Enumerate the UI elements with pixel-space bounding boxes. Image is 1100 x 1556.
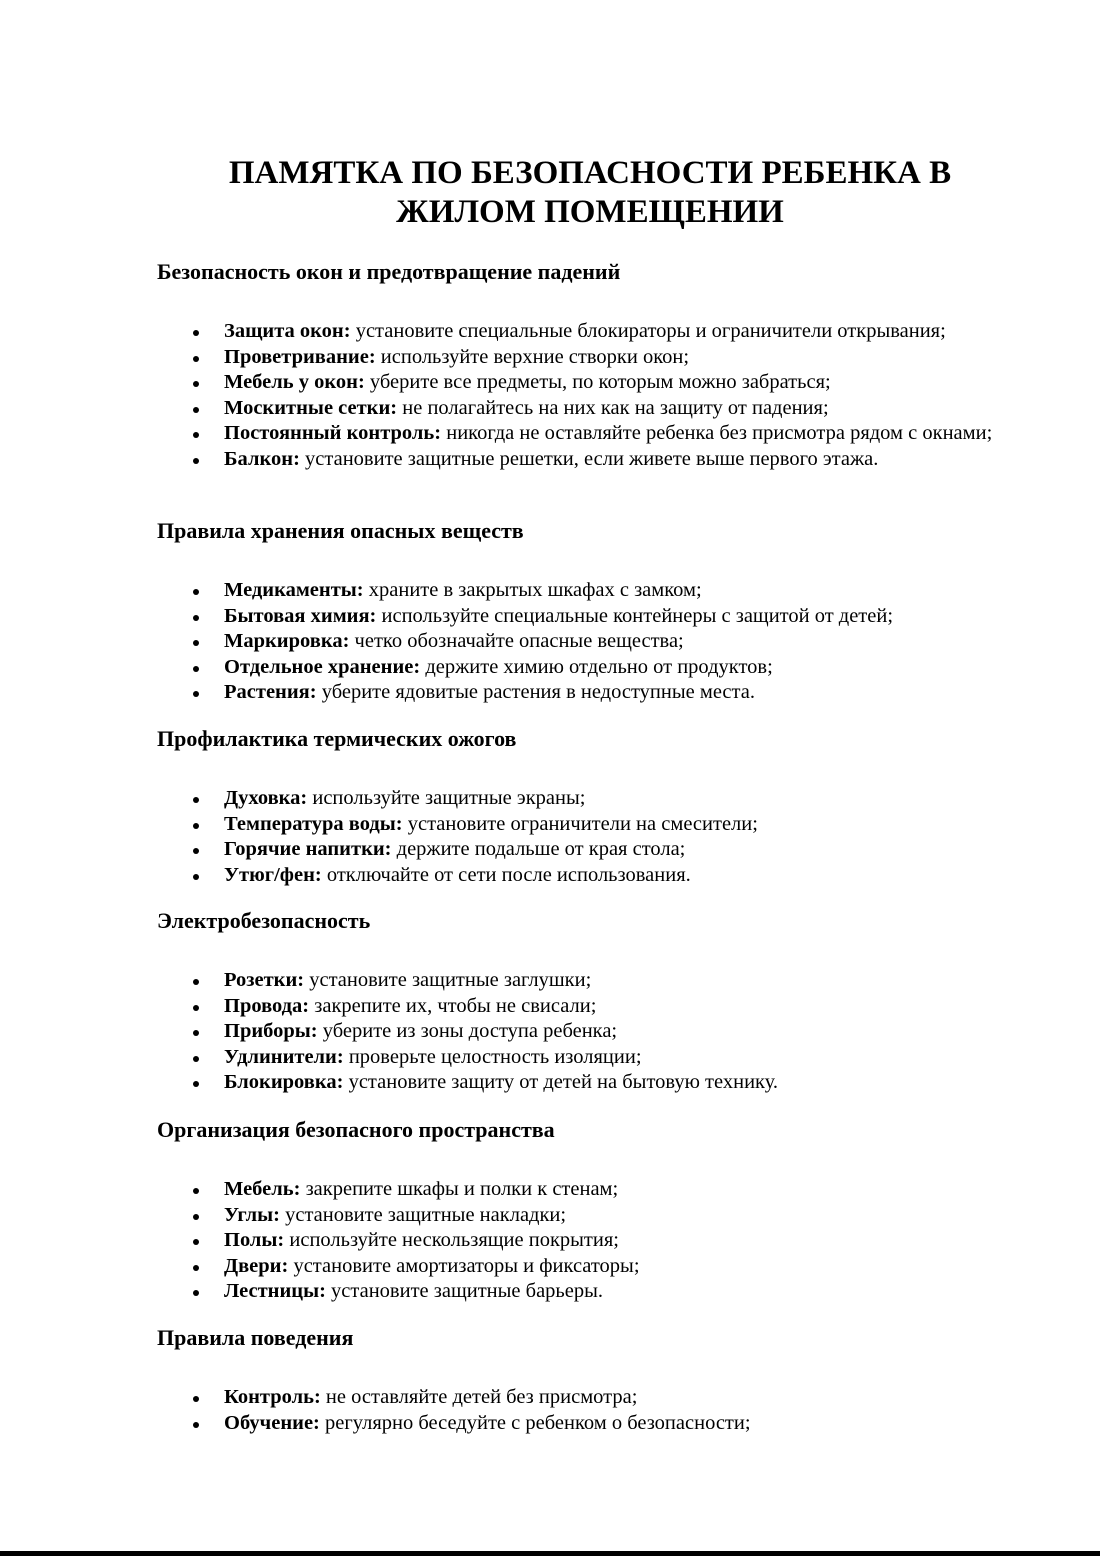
page-bottom-border <box>0 1551 1100 1556</box>
section-window-safety <box>157 259 1037 473</box>
bullet-list <box>157 319 1037 473</box>
bullet-icon <box>193 979 199 985</box>
list-item <box>157 680 1014 706</box>
bullet-icon <box>193 640 199 646</box>
list-item <box>157 786 1014 812</box>
item-term: Провода: <box>224 994 310 1017</box>
bullet-icon <box>193 1265 199 1271</box>
bullet-icon <box>193 1056 199 1062</box>
list-item <box>157 994 1014 1020</box>
bullet-list <box>157 786 1037 888</box>
bullet-icon <box>193 381 199 387</box>
bullet-icon <box>193 615 199 621</box>
section-electrical-safety <box>157 908 1037 1096</box>
bullet-list <box>157 1385 1037 1436</box>
list-item <box>157 1385 1014 1411</box>
list-item <box>157 396 1014 422</box>
item-term: Углы: <box>224 1203 280 1226</box>
bullet-icon <box>193 1214 199 1220</box>
bullet-icon <box>193 691 199 697</box>
item-term: Проветривание: <box>224 345 376 368</box>
item-text: установите защитные заглушки; <box>304 969 592 991</box>
item-text: четко обозначайте опасные вещества; <box>349 630 684 653</box>
section-burn-prevention <box>157 726 1037 888</box>
item-term: Мебель у окон: <box>224 371 365 394</box>
item-term: Лестницы: <box>224 1280 326 1303</box>
document-title <box>150 154 1030 232</box>
item-text: используйте нескользящие покрытия; <box>284 1229 619 1252</box>
item-text: установите защитные решетки, если живете выше первого этажа. <box>299 447 879 470</box>
bullet-icon <box>193 458 199 464</box>
item-text: установите специальные блокираторы и ограничители открывания; <box>350 320 946 342</box>
section-heading: Электробезопасность <box>157 908 371 933</box>
item-term: Постоянный контроль: <box>224 422 442 445</box>
list-item <box>157 421 1014 447</box>
section-heading: Безопасность окон и предотвращение падений <box>157 259 621 284</box>
bullet-icon <box>193 1290 199 1296</box>
bullet-icon <box>193 356 199 362</box>
item-text: используйте специальные контейнеры с защитой от детей; <box>376 604 894 627</box>
item-text: закрепите шкафы и полки к стенам; <box>300 1178 619 1200</box>
list-item <box>157 655 1014 681</box>
bullet-icon <box>193 1396 199 1402</box>
item-term: Удлинители: <box>224 1045 344 1068</box>
section-behavior-rules <box>157 1325 1037 1436</box>
bullet-list <box>157 1177 1037 1305</box>
item-text: установите защиту от детей на бытовую технику. <box>343 1071 779 1094</box>
section-heading: Профилактика термических ожогов <box>157 726 517 751</box>
document-title-line-1: ПАМЯТКА ПО БЕЗОПАСНОСТИ РЕБЕНКА В <box>228 155 952 191</box>
item-term: Бытовая химия: <box>224 604 377 627</box>
item-text: уберите все предметы, по которым можно забраться; <box>364 371 831 394</box>
item-text: закрепите их, чтобы не свисали; <box>309 994 597 1017</box>
item-text: держите подальше от края стола; <box>391 838 686 861</box>
item-term: Медикаменты: <box>224 579 364 601</box>
bullet-icon <box>193 1005 199 1011</box>
list-item <box>157 629 1014 655</box>
list-item <box>157 1254 1014 1280</box>
bullet-icon <box>193 874 199 880</box>
item-term: Розетки: <box>224 969 305 991</box>
list-item <box>157 863 1014 889</box>
list-item <box>157 1279 1014 1305</box>
bullet-icon <box>193 848 199 854</box>
item-term: Приборы: <box>224 1020 318 1043</box>
item-text: используйте верхние створки окон; <box>375 345 690 368</box>
section-heading: Правила поведения <box>157 1325 354 1350</box>
item-term: Обучение: <box>224 1411 320 1434</box>
bullet-list <box>157 968 1037 1096</box>
item-text: уберите ядовитые растения в недоступные места. <box>316 681 755 704</box>
list-item <box>157 837 1014 863</box>
item-text: уберите из зоны доступа ребенка; <box>317 1020 618 1043</box>
list-item <box>157 578 1014 604</box>
item-term: Температура воды: <box>224 812 403 835</box>
item-term: Полы: <box>224 1229 285 1252</box>
item-term: Духовка: <box>224 787 308 809</box>
bullet-list <box>157 578 1037 706</box>
document-title-line-2: ЖИЛОМ ПОМЕЩЕНИИ <box>396 194 784 230</box>
list-item <box>157 319 1014 345</box>
item-text: никогда не оставляйте ребенка без присмотра рядом с окнами; <box>441 422 993 445</box>
bullet-icon <box>193 407 199 413</box>
item-text: установите ограничители на смесители; <box>402 812 758 835</box>
item-term: Утюг/фен: <box>224 863 322 886</box>
bullet-icon <box>193 589 199 595</box>
item-term: Балкон: <box>224 447 300 470</box>
item-text: проверьте целостность изоляции; <box>343 1045 642 1068</box>
list-item <box>157 812 1014 838</box>
list-item <box>157 604 1014 630</box>
bullet-icon <box>193 797 199 803</box>
bullet-icon <box>193 1030 199 1036</box>
item-term: Блокировка: <box>224 1071 344 1094</box>
item-term: Защита окон: <box>224 320 351 342</box>
item-text: не оставляйте детей без присмотра; <box>320 1386 638 1408</box>
bullet-icon <box>193 1188 199 1194</box>
list-item <box>157 1070 1014 1096</box>
bullet-icon <box>193 1422 199 1428</box>
item-text: не полагайтесь на них как на защиту от падения; <box>397 396 829 419</box>
list-item <box>157 1177 1014 1203</box>
section-heading: Правила хранения опасных веществ <box>157 518 524 543</box>
item-term: Растения: <box>224 681 317 704</box>
item-text: регулярно беседуйте с ребенком о безопасности; <box>319 1411 751 1434</box>
item-term: Москитные сетки: <box>224 396 398 419</box>
item-text: установите амортизаторы и фиксаторы; <box>288 1254 640 1277</box>
bullet-icon <box>193 330 199 336</box>
item-text: держите химию отдельно от продуктов; <box>420 655 773 678</box>
item-term: Мебель: <box>224 1178 301 1200</box>
item-term: Отдельное хранение: <box>224 655 421 678</box>
list-item <box>157 1228 1014 1254</box>
item-text: храните в закрытых шкафах с замком; <box>363 579 702 601</box>
bullet-icon <box>193 432 199 438</box>
list-item <box>157 345 1014 371</box>
list-item <box>157 370 1014 396</box>
list-item <box>157 447 1014 473</box>
list-item <box>157 1019 1014 1045</box>
list-item <box>157 1045 1014 1071</box>
bullet-icon <box>193 1081 199 1087</box>
list-item <box>157 1203 1014 1229</box>
item-text: отключайте от сети после использования. <box>321 863 691 886</box>
item-term: Двери: <box>224 1254 289 1277</box>
bullet-icon <box>193 1239 199 1245</box>
bullet-icon <box>193 666 199 672</box>
list-item <box>157 968 1014 994</box>
item-term: Контроль: <box>224 1386 321 1408</box>
section-hazardous-storage <box>157 518 1037 706</box>
bullet-icon <box>193 823 199 829</box>
section-safe-space <box>157 1117 1037 1305</box>
item-term: Маркировка: <box>224 630 350 653</box>
item-text: установите защитные барьеры. <box>325 1280 604 1303</box>
section-heading: Организация безопасного пространства <box>157 1117 555 1142</box>
item-term: Горячие напитки: <box>224 838 392 861</box>
item-text: используйте защитные экраны; <box>307 787 586 809</box>
list-item <box>157 1411 1014 1437</box>
item-text: установите защитные накладки; <box>279 1203 567 1226</box>
